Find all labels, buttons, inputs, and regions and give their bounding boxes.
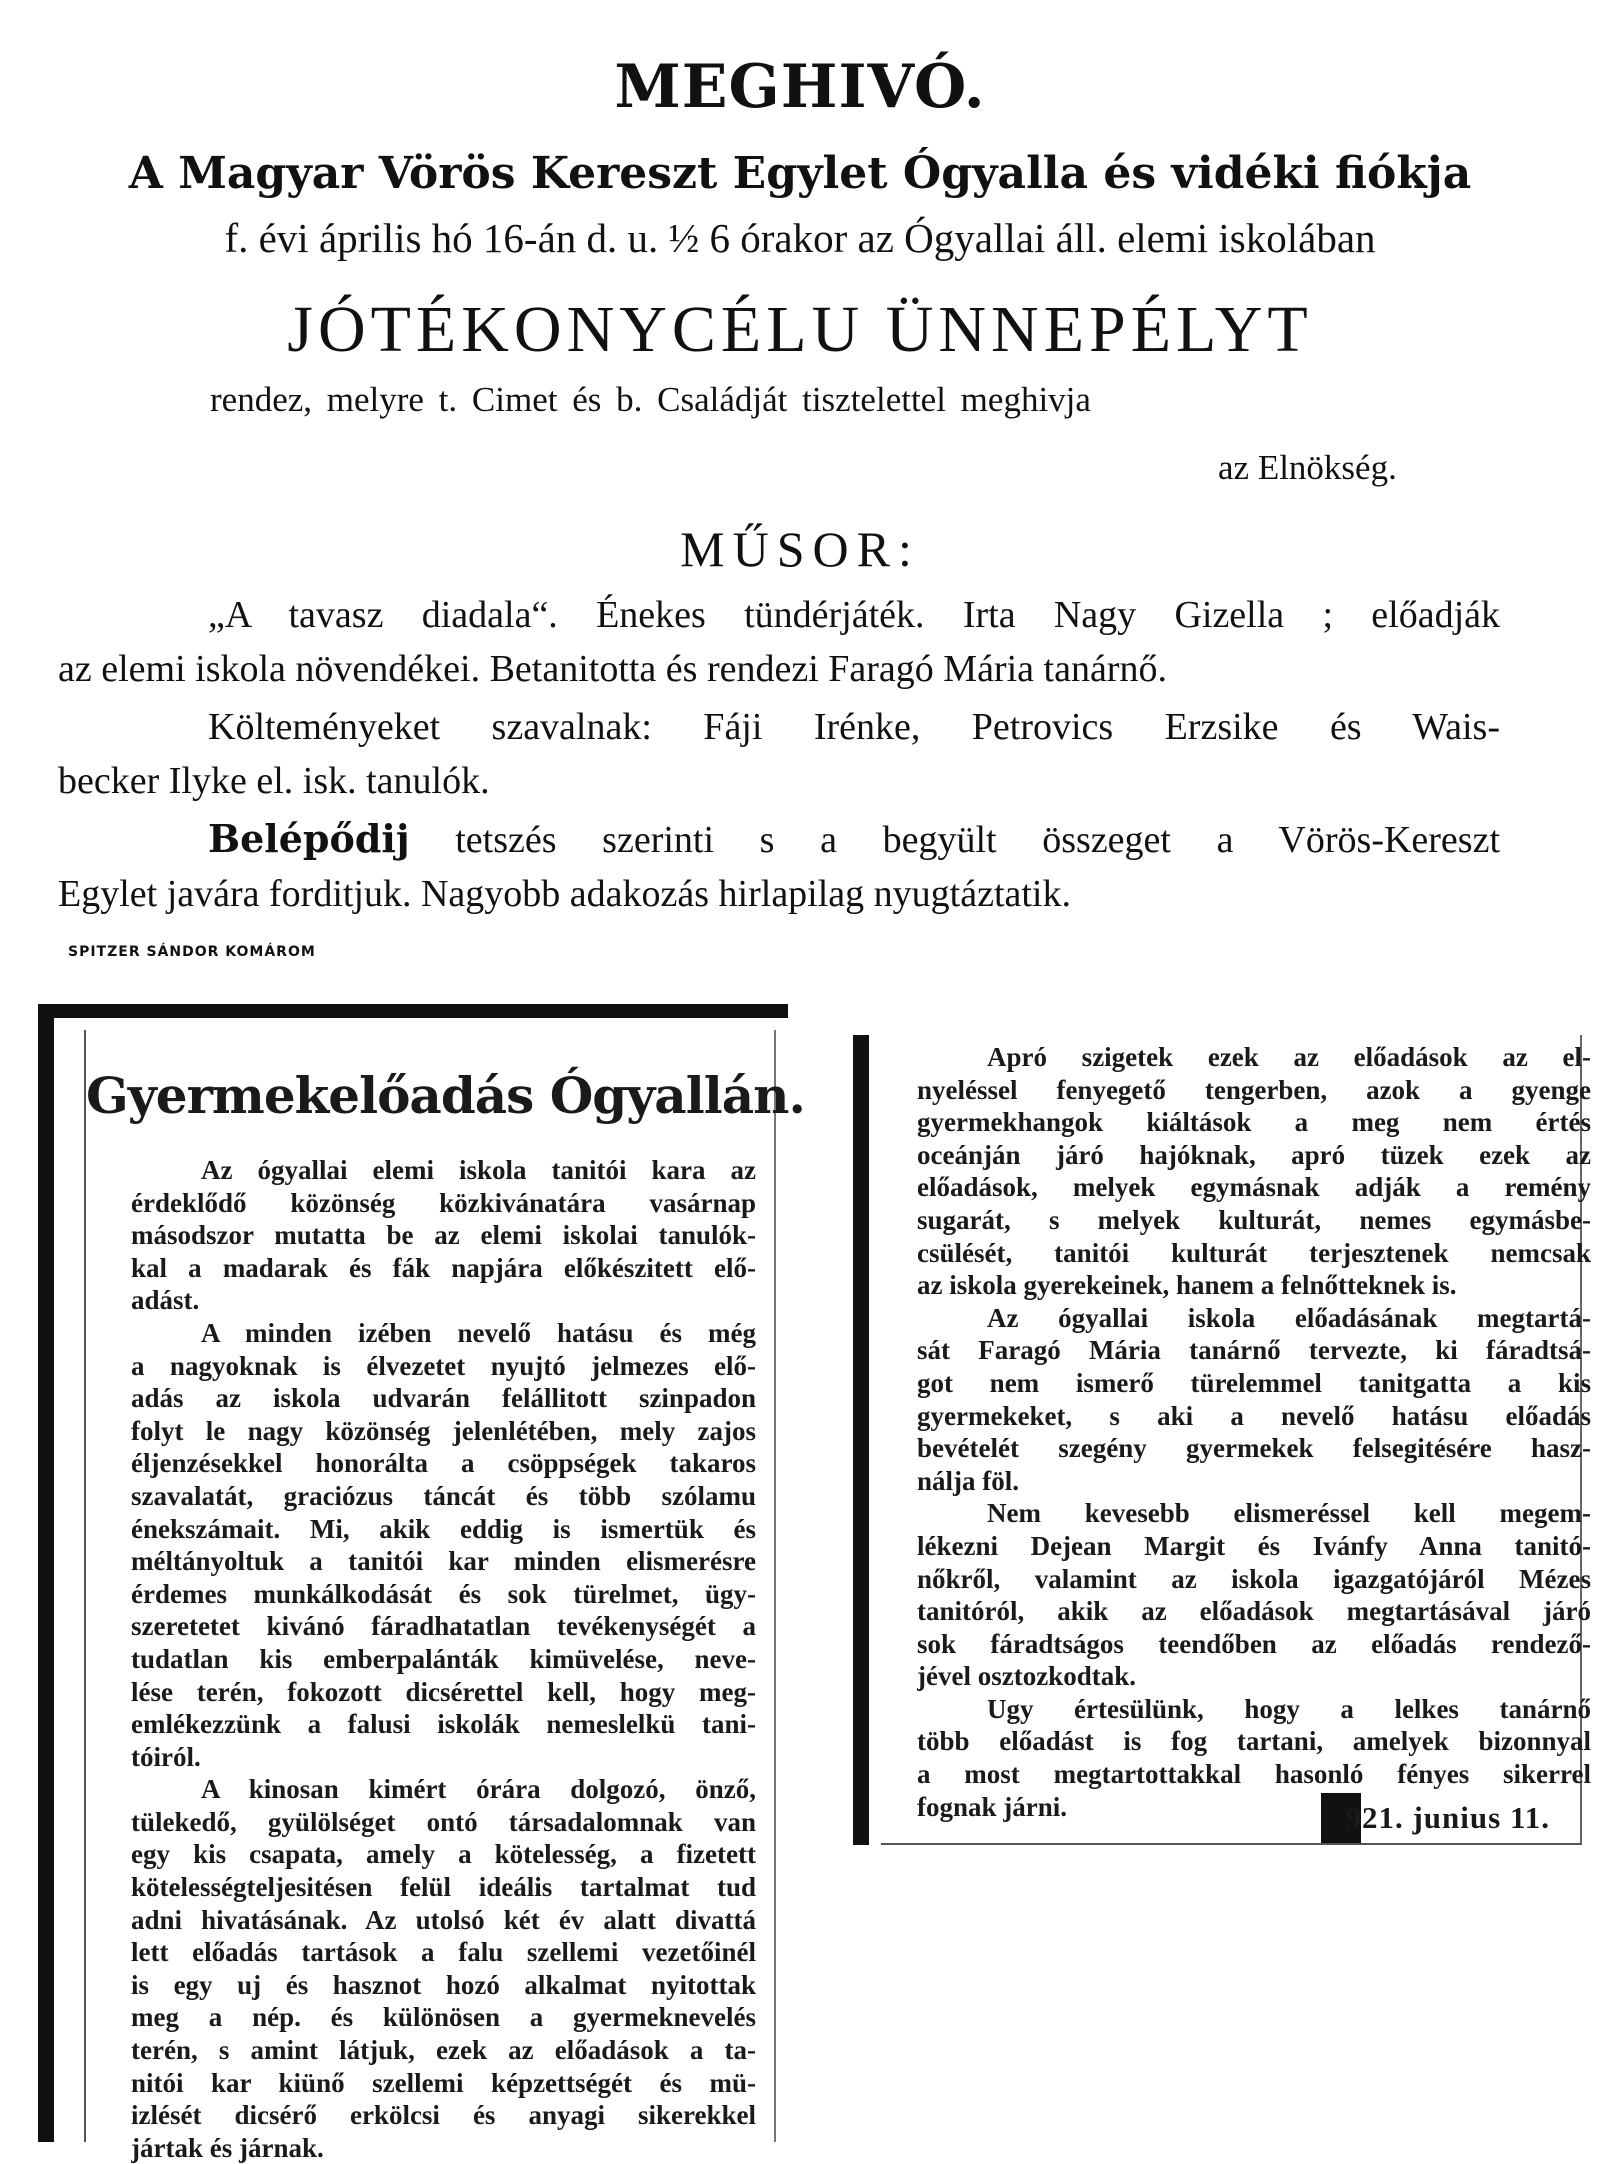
program-heading: MŰSOR: [680,521,920,577]
text-line: adni hivatásának. Az utolsó két év alatt divattá [131,1904,756,1935]
text-line: kötelességteljesitésen felül ideális tartalmat tud [131,1872,756,1903]
text-line: tülekedő, gyülölséget ontó társadalomnak van [131,1806,756,1837]
text-line: nyeléssel fenyegető tengerben, azok a gyenge [917,1074,1591,1105]
text-line: Az ógyallai elemi iskola tanitói kara az [201,1155,756,1185]
text-line: Apró szigetek ezek az előadások az el- [987,1042,1591,1072]
text-line: nitói kar kiünő szellemi képzettségét és mü- [131,2067,756,2098]
text-line: kal a madarak és fák napjára előkészitett elő- [131,1252,756,1283]
text-line: A kinosan kimért órára dolgozó, önző, [201,1774,756,1805]
text-line: Nem kevesebb elismeréssel kell megem- [987,1498,1591,1529]
text-line: Az ógyallai iskola előadásának megtartá- [987,1302,1591,1333]
article-dateline: 921. junius 11. [1345,1800,1550,1836]
text-line: nálja föl. [917,1465,1020,1496]
event-date-line: f. évi április hó 16-án d. u. ½ 6 órakor az Ógyallai áll. elemi iskolában [224,215,1376,261]
text-line: lése terén, fokozott dicsérettel kell, hogy meg- [131,1676,756,1707]
text-line: Ugy értesülünk, hogy a lelkes tanárnő [987,1693,1591,1724]
text-line: tóiról. [131,1741,201,1772]
text-line: „A tavasz diadala“. Énekes tündérjáték. Irta Nagy Gizella ; előadják [208,594,1500,636]
article-left-column [131,1154,756,2164]
text-line: a nagyoknak is élvezetet nyujtó jelmezes elő- [131,1350,756,1381]
article-right-column [917,1041,1591,1823]
invite-text: rendez, melyre t. Cimet és b. Családját tisztelettel meghivja [210,380,1091,419]
printer-imprint: SPITZER SÁNDOR KOMÁROM [68,944,316,960]
invitation-title: MEGHIVÓ. [614,52,986,122]
text-line-rest: tetszés szerinti s a begyült összeget a Vörös-Kereszt [455,819,1500,861]
text-line: másodszor mutatta be az elemi iskolai tanulók- [131,1220,756,1251]
text-line: oceánján járó hajóknak, apró tüzek ezek az [917,1139,1591,1170]
text-line: tudatlan kis emberpalánták kimüvelése, neve- [131,1643,756,1674]
text-line: gyermekeket, s aki a nevelő hatásu előadás [917,1400,1591,1431]
text-line: több előadást is fog tartani, amelyek bizonnyal [917,1726,1591,1757]
text-line: gyermekhangok kiáltások a meg nem értés [917,1107,1591,1138]
text-line: Költeményeket szavalnak: Fáji Irénke, Petrovics Erzsike és Wais- [208,706,1500,748]
text-line: érdemes munkálkodását és sok türelmet, ügy- [131,1578,756,1609]
text-line: lett előadás tartások a falu szellemi vezetőinél [131,1937,756,1968]
text-line: szeretetet kivánó fáradhatatlan tevékenységét a [131,1611,756,1642]
signature: az Elnökség. [1218,448,1397,487]
event-name: JÓTÉKONYCÉLU ÜNNEPÉLYT [287,293,1313,366]
text-line [58,812,1500,867]
newspaper-clipping-right [853,1035,1600,1845]
text-line: bevételét szegény gyermekek felsegitésére hasz- [917,1433,1591,1464]
text-line: adást. [131,1285,200,1316]
text-line: fognak járni. [917,1791,1068,1822]
text-line: egy kis csapata, amely a kötelesség, a fizetett [131,1839,756,1870]
text-line: folyt le nagy közönség jelenlétében, mely zajos [131,1415,756,1446]
text-line: tanitóról, akik az előadások megtartásával járó [917,1596,1591,1627]
text-line: szavalatát, graciózus táncát és több szólamu [131,1480,756,1511]
article-title: Gyermekelőadás Ógyallán. [86,1066,805,1125]
text-line: meg a nép. és különösen a gyermeknevelés [131,2002,756,2033]
text-line: nőkről, valamint az iskola igazgatójáról Mézes [917,1563,1591,1594]
text-line: sok fáradtságos teendőben az előadás rendező- [917,1628,1591,1659]
text-line: az iskola gyerekeinek, hanem a felnőtteknek is. [917,1270,1457,1301]
text-line: emlékezzünk a falusi iskolák nemeslelkü tani- [131,1709,756,1740]
organization-name: A Magyar Vörös Kereszt Egylet Ógyalla és vidéki fiókja [128,148,1472,199]
text-line: A minden izében nevelő hatásu és még [201,1317,756,1348]
text-line: csülését, tanitói kulturát terjesztenek nemcsak [917,1237,1591,1268]
text-line: got nem ismerő türelemmel tanitgatta a kis [917,1367,1591,1398]
text-line: lékezni Dejean Margit és Ivánfy Anna tanitó- [917,1530,1591,1561]
text-line: az elemi iskola növendékei. Betanitotta és rendezi Faragó Mária tanárnő. [58,648,1167,690]
text-line: becker Ilyke el. isk. tanulók. [58,760,490,802]
text-line: izlését dicsérő erkölcsi és anyagi sikerekkel [131,2100,756,2131]
text-line: Egylet javára forditjuk. Nagyobb adakozás hirlapilag nyugtáztatik. [58,873,1071,915]
text-line: sát Faragó Mária tanárnő tervezte, ki fáradtsá- [917,1335,1591,1366]
entry-fee-label: Belépődij [208,816,410,861]
text-line: a most megtartottakkal hasonló fényes sikerrel [917,1759,1591,1790]
text-line: érdeklődő közönség közkivánatára vasárnap [131,1187,756,1218]
text-line: éljenzésekkel honorálta a csöppségek takaros [131,1448,756,1479]
text-line: énekszámait. Mi, akik eddig is ismertük és [131,1513,756,1544]
text-line: is egy uj és hasznot hozó alkalmat nyitottak [131,1969,756,2000]
text-line: terén, s amint látjuk, ezek az előadások a ta- [131,2035,756,2066]
text-line: méltányoltuk a tanitói kar minden elismerésre [131,1546,756,1577]
text-line: előadások, melyek egymásnak adják a remény [917,1172,1591,1203]
text-line: sugarát, s melyek kulturát, nemes egymásbe- [917,1204,1591,1235]
text-line: jártak és járnak. [131,2132,324,2163]
text-line: jével osztozkodtak. [917,1661,1136,1692]
text-line: adás az iskola udvarán felállitott szinpadon [131,1383,756,1414]
program-text [58,588,1500,921]
newspaper-clipping-left [38,1004,805,2163]
